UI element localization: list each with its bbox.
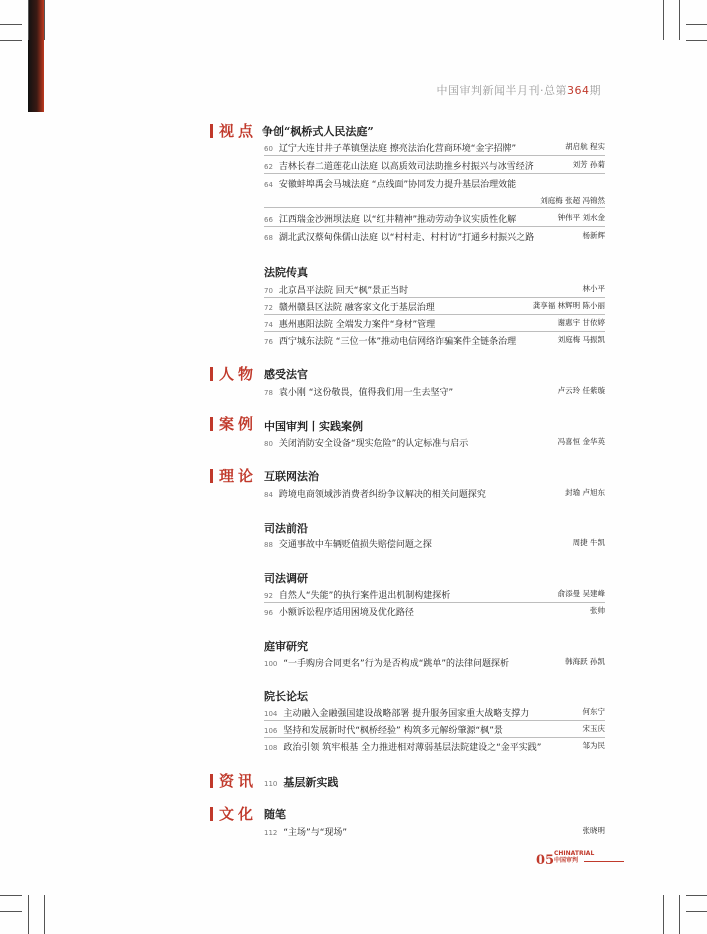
divider xyxy=(264,155,605,156)
column-title: 中国审判丨实践案例 xyxy=(264,420,363,433)
crop-mark xyxy=(686,24,707,25)
toc-entry[interactable]: 88 交通事故中车辆贬值损失赔偿问题之探 周捷 牛凯 xyxy=(264,538,605,550)
toc-entry[interactable]: 100 “一手购房合同更名”行为是否构成“跳单”的法律问题探析 韩海跃 孙凯 xyxy=(264,657,605,669)
toc-entry[interactable]: 66 江西瑞金沙洲坝法庭 以“红井精神”推动劳动争议实质性化解 钟伟平 刘水金 xyxy=(264,213,605,225)
section-label-news: 资讯 xyxy=(210,770,257,791)
toc-entry[interactable]: 106 坚持和发展新时代“枫桥经验” 构筑多元解纷肇源“枫”景 宋玉庆 xyxy=(264,724,605,736)
toc-entry[interactable]: 96 小额诉讼程序适用困境及优化路径 张帅 xyxy=(264,606,605,618)
divider xyxy=(264,226,605,227)
divider xyxy=(264,737,605,738)
column-title: 感受法官 xyxy=(264,368,308,381)
column-title: 随笔 xyxy=(264,808,286,821)
crop-mark xyxy=(28,0,29,40)
brand-logo: CHINATRIAL 中国审判 xyxy=(554,850,595,864)
toc-entry[interactable]: 104 主动融入金融强国建设战略部署 提升服务国家重大战略支撑力 何东宁 xyxy=(264,707,605,719)
column-title: 基层新实践 xyxy=(283,776,339,789)
toc-entry[interactable]: 78 袁小刚 “这份敬畏，值得我们用一生去坚守” 卢云玲 任紫璇 xyxy=(264,386,605,398)
crop-mark xyxy=(663,895,664,934)
section-label-people: 人物 xyxy=(210,363,257,384)
crop-mark xyxy=(44,895,45,934)
toc-entry[interactable]: 92 自然人“失能”的执行案件退出机制构建探析 俞添曼 吴建峰 xyxy=(264,589,605,601)
toc-entry[interactable]: 64 安徽蚌埠禹会马城法庭 “点线面”协同发力提升基层治理效能 xyxy=(264,180,517,190)
column-title: 司法前沿 xyxy=(264,522,308,535)
toc-entry[interactable]: 84 跨境电商领域涉消费者纠纷争议解决的相关问题探究 封瑜 卢旭东 xyxy=(264,488,605,500)
toc-entry[interactable]: 110 基层新实践 xyxy=(264,776,339,789)
crop-mark xyxy=(44,0,45,40)
crop-mark xyxy=(0,40,22,41)
column-title: 庭审研究 xyxy=(264,640,308,653)
toc-entry[interactable]: 70 北京昌平法院 回天“枫”景正当时 林小平 xyxy=(264,284,605,296)
divider xyxy=(264,207,605,208)
crop-mark xyxy=(0,24,22,25)
column-title: 争创“枫桥式人民法庭” xyxy=(262,125,374,138)
column-title: 院长论坛 xyxy=(264,690,308,703)
divider xyxy=(264,331,605,332)
section-label-culture: 文化 xyxy=(210,803,257,824)
toc-entry[interactable]: 80 关闭消防安全设备“现实危险”的认定标准与启示 冯喜恒 金华英 xyxy=(264,437,605,449)
crop-mark xyxy=(663,0,664,40)
toc-entry[interactable]: 112 “主场”与“现场” 张晓明 xyxy=(264,826,605,838)
toc-entry[interactable]: 68 湖北武汉蔡甸侏儒山法庭 以“村村走、村村访”打通乡村振兴之路 杨新辉 xyxy=(264,231,605,243)
section-label-cases: 案例 xyxy=(210,413,257,434)
crop-mark xyxy=(679,895,680,934)
footer-rule xyxy=(584,861,624,862)
toc-entry[interactable]: 74 惠州惠阳法院 全端发力案件“身材”管理 谢惠宇 甘依婷 xyxy=(264,318,605,330)
toc-entry[interactable]: 76 西宁城东法院 “三位一体”推动电信网络诈骗案件全链条治理 刘庭梅 马振凯 xyxy=(264,335,605,347)
column-title: 司法调研 xyxy=(264,572,308,585)
divider xyxy=(264,314,605,315)
divider xyxy=(264,297,605,298)
crop-mark xyxy=(679,0,680,40)
crop-mark xyxy=(0,911,22,912)
crop-mark xyxy=(686,40,707,41)
crop-mark xyxy=(686,895,707,896)
divider xyxy=(264,720,605,721)
divider xyxy=(264,173,605,174)
crop-mark xyxy=(0,895,22,896)
crop-mark xyxy=(686,911,707,912)
spine-decoration xyxy=(28,0,44,112)
divider xyxy=(264,602,605,603)
column-title: 互联网法治 xyxy=(264,470,319,483)
page-number: 05 xyxy=(536,853,555,868)
toc-entry[interactable]: 60 辽宁大连甘井子革镇堡法庭 擦亮法治化营商环境“金字招牌” 胡启航 程实 xyxy=(264,142,605,154)
section-label-viewpoint: 视点 xyxy=(210,120,257,141)
section-label-theory: 理论 xyxy=(210,465,257,486)
toc-author: 刘庭梅 张超 冯锦然 xyxy=(540,196,605,205)
running-header: 中国审判新闻半月刊·总第364期 xyxy=(436,84,601,97)
page-footer xyxy=(536,850,595,868)
column-title: 法院传真 xyxy=(264,266,308,279)
toc-entry[interactable]: 72 赣州赣县区法院 融客家文化于基层治理 龚享福 林辉明 陈小丽 xyxy=(264,301,605,313)
toc-entry[interactable]: 108 政治引领 筑牢根基 全力推进相对薄弱基层法院建设之“金平实践” 邹为民 xyxy=(264,741,605,753)
crop-mark xyxy=(28,895,29,934)
toc-entry[interactable]: 62 吉林长春二道莲花山法庭 以高质效司法助推乡村振兴与冰雪经济 刘芳 孙菊 xyxy=(264,160,605,172)
